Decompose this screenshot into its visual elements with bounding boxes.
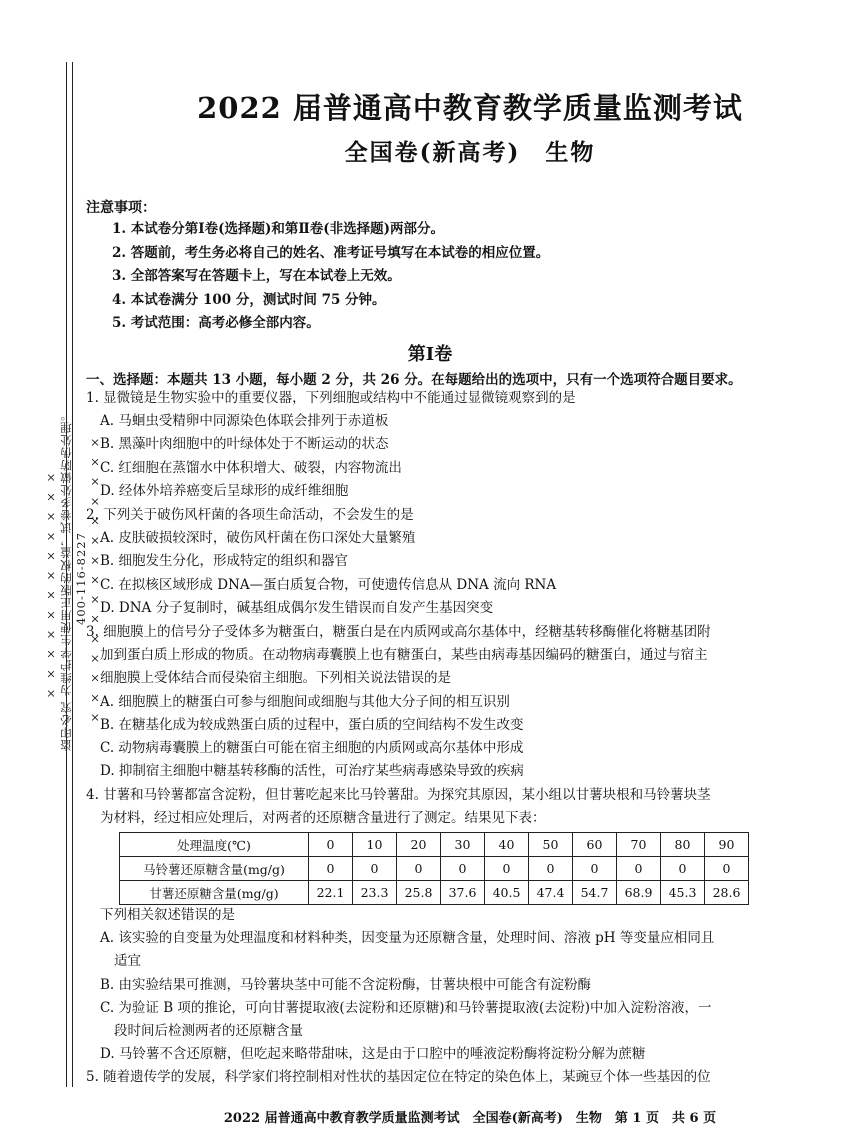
option-a-continued: 适宜 [114, 953, 141, 970]
option-a: A. 该实验的自变量为处理温度和材料种类，因变量为还原糖含量，处理时间、溶液 pH 等变量应相同且 [100, 930, 715, 947]
table-row-label: 甘薯还原糖含量(mg/g) [120, 881, 309, 905]
question-stem: 1. 显微镜是生物实验中的重要仪器，下列细胞或结构中不能通过显微镜观察到的是 [86, 390, 576, 406]
option-a: A. 马蛔虫受精卵中同源染色体联会排列于赤道板 [100, 413, 389, 430]
binding-strip [44, 90, 102, 1080]
note-item: 5. 考试范围：高考必修全部内容。 [112, 315, 320, 331]
table-cell: 10 [353, 833, 397, 857]
results-table [119, 832, 749, 905]
option-c-continued: 段时间后检测两者的还原糖含量 [114, 1022, 303, 1039]
exam-subtitle: 全国卷(新高考) 生物 [344, 139, 596, 166]
question-prompt: 下列相关叙述错误的是 [100, 907, 235, 923]
question-stem-line: 3. 细胞膜上的信号分子受体多为糖蛋白，糖蛋白是在内质网或高尔基体中，经糖基转移酶催化将糖基团附 [86, 624, 711, 640]
option-d: D. 马铃薯不含还原糖，但吃起来略带甜味，这是由于口腔中的唾液淀粉酶将淀粉分解为蔗糖 [100, 1046, 646, 1063]
notes-heading: 注意事项： [86, 200, 156, 216]
table-cell: 54.7 [573, 881, 617, 905]
table-cell: 30 [441, 833, 485, 857]
option-c: C. 动物病毒囊膜上的糖蛋白可能在宿主细胞的内质网或高尔基体中形成 [100, 739, 524, 756]
note-item: 1. 本试卷分第Ⅰ卷(选择题)和第Ⅱ卷(非选择题)两部分。 [112, 221, 445, 237]
option-a: A. 皮肤破损较深时，破伤风杆菌在伤口深处大量繁殖 [100, 530, 416, 547]
table-cell: 90 [705, 833, 749, 857]
table-cell: 50 [529, 833, 573, 857]
table-cell: 0 [309, 857, 353, 881]
table-cell: 0 [309, 833, 353, 857]
table-cell: 40.5 [485, 881, 529, 905]
table-cell: 28.6 [705, 881, 749, 905]
question-2 [86, 504, 786, 620]
question-4 [86, 784, 786, 830]
option-c: C. 红细胞在蒸馏水中体积增大、破裂，内容物流出 [100, 459, 402, 476]
question-3 [86, 621, 786, 783]
binding-notice: 盗印必究 为维护学生使用正版的权益，试卷多处做防伪处理。 [59, 408, 73, 752]
table-cell: 25.8 [397, 881, 441, 905]
option-b: B. 黑藻叶肉细胞中的叶绿体处于不断运动的状态 [100, 436, 389, 453]
table-cell: 60 [573, 833, 617, 857]
table-header-cell: 处理温度(℃) [120, 833, 309, 857]
table-cell: 0 [529, 857, 573, 881]
question-5-stem: 5. 随着遗传学的发展，科学家们将控制相对性状的基因定位在特定的染色体上，某豌豆个体一些基因的位 [86, 1069, 711, 1086]
table-cell: 0 [573, 857, 617, 881]
note-item: 4. 本试卷满分 100 分，测试时间 75 分钟。 [112, 291, 386, 308]
table-cell: 0 [441, 857, 485, 881]
option-c: C. 为验证 B 项的推论，可向甘薯提取液(去淀粉和还原糖)和马铃薯提取液(去淀粉)中加入淀粉溶液，一 [100, 999, 712, 1016]
table-cell: 0 [705, 857, 749, 881]
note-item: 2. 答题前，考生务必将自己的姓名、准考证号填写在本试卷的相应位置。 [112, 244, 550, 261]
table-cell: 0 [617, 857, 661, 881]
table-cell: 20 [397, 833, 441, 857]
table-cell: 70 [617, 833, 661, 857]
question-stem: 2. 下列关于破伤风杆菌的各项生命活动，不会发生的是 [86, 507, 414, 523]
table-cell: 40 [485, 833, 529, 857]
question-stem-line: 加到蛋白质上形成的物质。在动物病毒囊膜上也有糖蛋白，某些由病毒基因编码的糖蛋白，通过与宿主 [100, 647, 708, 664]
exam-title: 2022 届普通高中教育教学质量监测考试 [197, 91, 743, 125]
binding-phone: 400-116-8227 [74, 532, 88, 626]
table-cell: 80 [661, 833, 705, 857]
question-4-options [86, 904, 786, 1090]
table-cell: 23.3 [353, 881, 397, 905]
notes-list [112, 218, 549, 336]
table-cell: 0 [485, 857, 529, 881]
option-a: A. 细胞膜上的糖蛋白可参与细胞间或细胞与其他大分子间的相互识别 [100, 693, 510, 710]
table-cell: 22.1 [309, 881, 353, 905]
table-cell: 47.4 [529, 881, 573, 905]
option-d: D. 抑制宿主细胞中糖基转移酶的活性，可治疗某些病毒感染导致的疾病 [100, 763, 524, 780]
option-b: B. 细胞发生分化，形成特定的组织和器官 [100, 553, 349, 570]
table-cell: 45.3 [661, 881, 705, 905]
table-row [120, 857, 749, 881]
question-stem-line: 4. 甘薯和马铃薯都富含淀粉，但甘薯吃起来比马铃薯甜。为探究其原因，某小组以甘薯块根和马铃薯块茎 [86, 787, 711, 803]
binding-marks-top: × × × × × × × × × × × × × × × [88, 434, 102, 726]
table-row-label: 马铃薯还原糖含量(mg/g) [120, 857, 309, 881]
table-cell: 0 [661, 857, 705, 881]
table-header-row [120, 833, 749, 857]
page-footer: 2022 届普通高中教育教学质量监测考试 全国卷(新高考) 生物 第 1 页 共 6 页 [223, 1111, 717, 1126]
section-heading: 一、选择题：本题共 13 小题，每小题 2 分，共 26 分。在每题给出的选项中，只有一个选项符合题目要求。 [86, 372, 742, 388]
question-1 [86, 387, 786, 503]
table-cell: 0 [353, 857, 397, 881]
option-d: D. DNA 分子复制时，碱基组成偶尔发生错误而自发产生基因突变 [100, 599, 494, 616]
option-b: B. 由实验结果可推测，马铃薯块茎中可能不含淀粉酶，甘薯块根中可能含有淀粉酶 [100, 976, 592, 993]
question-stem-line: 细胞膜上受体结合而侵染宿主细胞。下列相关说法错误的是 [100, 670, 451, 687]
option-c: C. 在拟核区域形成 DNA—蛋白质复合物，可使遗传信息从 DNA 流向 RNA [100, 576, 557, 593]
table-cell: 68.9 [617, 881, 661, 905]
part-title: 第Ⅰ卷 [407, 344, 453, 365]
note-item: 3. 全部答案写在答题卡上，写在本试卷上无效。 [112, 268, 401, 284]
table-row [120, 881, 749, 905]
table-cell: 37.6 [441, 881, 485, 905]
binding-marks-bottom: × × × × × × × × × × × × [44, 469, 58, 701]
option-d: D. 经体外培养癌变后呈球形的成纤维细胞 [100, 482, 349, 499]
option-b: B. 在糖基化成为较成熟蛋白质的过程中，蛋白质的空间结构不发生改变 [100, 716, 524, 733]
table-cell: 0 [397, 857, 441, 881]
question-stem-line: 为材料，经过相应处理后，对两者的还原糖含量进行了测定。结果见下表： [100, 810, 546, 827]
